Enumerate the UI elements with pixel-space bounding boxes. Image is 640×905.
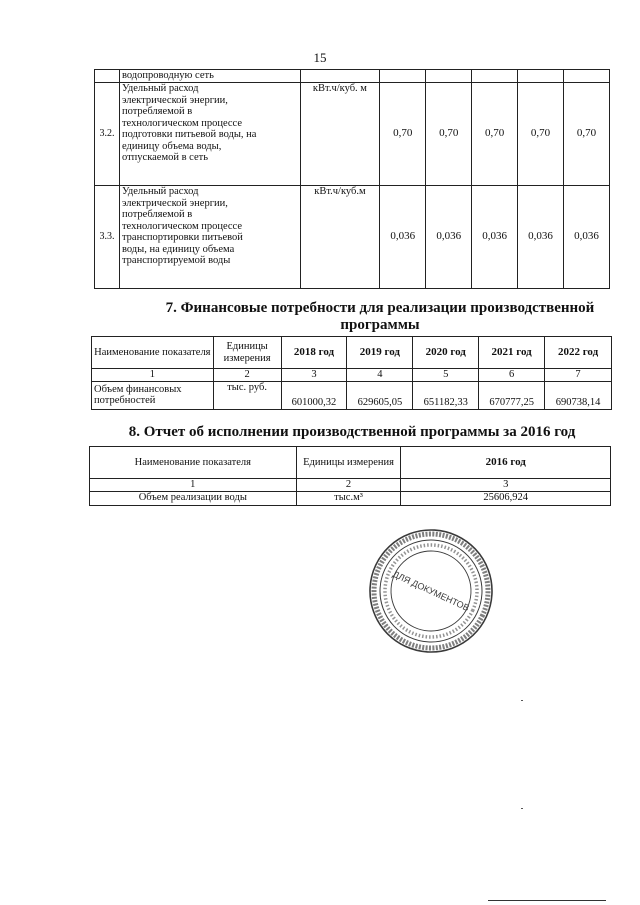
- value-cell: 0,70: [564, 83, 610, 186]
- report-table: [89, 446, 611, 506]
- finance-table: [91, 336, 612, 410]
- table-header-row: [90, 447, 611, 479]
- table-row: [95, 83, 610, 186]
- indicator-name: Объем финансовых потребностей: [92, 381, 214, 409]
- top-row-text: водопроводную сеть: [119, 70, 300, 83]
- column-number: 7: [545, 369, 612, 382]
- value-cell: 0,036: [426, 186, 472, 289]
- column-number-row: [92, 369, 612, 382]
- header-cell: 2021 год: [479, 337, 545, 369]
- indicator-unit: тыс. руб.: [213, 381, 281, 409]
- column-number: 2: [296, 479, 401, 492]
- bottom-rule: [488, 900, 606, 901]
- round-stamp: [368, 528, 494, 654]
- column-number: 4: [347, 369, 413, 382]
- header-cell: 2022 год: [545, 337, 612, 369]
- value-cell: 670777,25: [479, 381, 545, 409]
- header-cell: 2018 год: [281, 337, 347, 369]
- column-number: 3: [401, 479, 611, 492]
- indicator-name: Удельный расход электрической энергии, потребляемой в технологическом процессе подготовки питьевой воды, на единицу объема воды, отпускаемой в сеть: [119, 83, 300, 186]
- value-cell: 25606,924: [401, 491, 611, 505]
- value-cell: 0,70: [518, 83, 564, 186]
- column-number: 3: [281, 369, 347, 382]
- scan-mark: [521, 700, 523, 701]
- value-cell: 690738,14: [545, 381, 612, 409]
- row-code: 3.2.: [95, 83, 120, 186]
- stamp-center-text: ДЛЯ ДОКУМЕНТОВ: [391, 568, 471, 614]
- value-cell: 0,70: [426, 83, 472, 186]
- value-cell: 0,70: [472, 83, 518, 186]
- column-number: 5: [413, 369, 479, 382]
- table-row: [90, 491, 611, 505]
- table-row: [92, 381, 612, 409]
- section-8-title: 8. Отчет об исполнении производственной программы за 2016 год: [128, 424, 576, 440]
- header-cell: 2019 год: [347, 337, 413, 369]
- indicator-unit: кВт.ч/куб. м: [300, 83, 380, 186]
- table-header-row: [92, 337, 612, 369]
- column-number: 6: [479, 369, 545, 382]
- value-cell: 601000,32: [281, 381, 347, 409]
- indicators-table: [94, 69, 610, 289]
- indicator-name: Объем реализации воды: [90, 491, 297, 505]
- indicator-unit: кВт.ч/куб.м: [300, 186, 380, 289]
- value-cell: 629605,05: [347, 381, 413, 409]
- value-cell: 651182,33: [413, 381, 479, 409]
- header-cell: 2020 год: [413, 337, 479, 369]
- column-number: 2: [213, 369, 281, 382]
- value-cell: 0,70: [380, 83, 426, 186]
- row-code: 3.3.: [95, 186, 120, 289]
- page-number: 15: [313, 50, 327, 65]
- value-cell: 0,036: [564, 186, 610, 289]
- header-cell: Наименование показателя: [90, 447, 297, 479]
- column-number-row: [90, 479, 611, 492]
- value-cell: 0,036: [472, 186, 518, 289]
- header-cell: 2016 год: [401, 447, 611, 479]
- column-number: 1: [90, 479, 297, 492]
- header-cell: Единицы измерения: [296, 447, 401, 479]
- value-cell: 0,036: [518, 186, 564, 289]
- section-7-title: 7. Финансовые потребности для реализации производственной программы: [165, 300, 595, 333]
- table-row: [95, 186, 610, 289]
- value-cell: 0,036: [380, 186, 426, 289]
- column-number: 1: [92, 369, 214, 382]
- indicator-unit: тыс.м³: [296, 491, 401, 505]
- indicator-name: Удельный расход электрической энергии, потребляемой в технологическом процессе транспортировки питьевой воды, на единицу объема транспортируемой воды: [119, 186, 300, 289]
- scan-mark: [521, 808, 523, 809]
- header-cell: Единицы измерения: [213, 337, 281, 369]
- table-row: [95, 70, 610, 83]
- header-cell: Наименование показателя: [92, 337, 214, 369]
